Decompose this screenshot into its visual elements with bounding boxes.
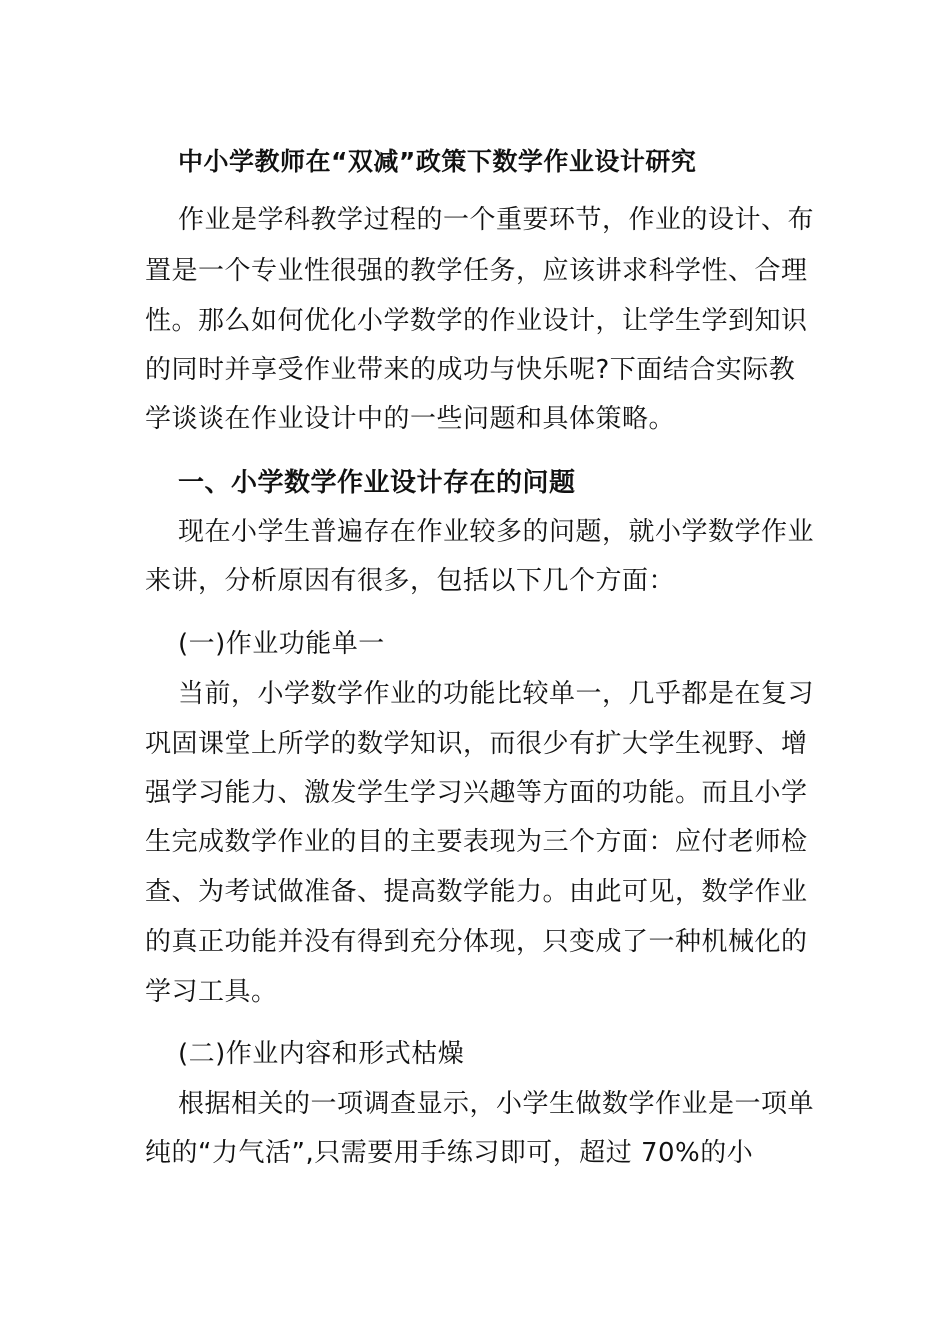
sub1-line: 当前，小学数学作业的功能比较单一，几乎都是在复习: [178, 679, 815, 709]
section1-line: 现在小学生普遍存在作业较多的问题，就小学数学作业: [178, 517, 815, 547]
intro-line: 的同时并享受作业带来的成功与快乐呢?下面结合实际教: [145, 355, 796, 385]
section-heading: 一、小学数学作业设计存在的问题: [178, 468, 576, 498]
sub2-line: 根据相关的一项调查显示，小学生做数学作业是一项单: [178, 1089, 815, 1119]
intro-line: 学谈谈在作业设计中的一些问题和具体策略。: [145, 404, 676, 434]
intro-line: 性。那么如何优化小学数学的作业设计，让学生学到知识: [145, 306, 808, 336]
sub1-line: 查、为考试做准备、提高数学能力。由此可见，数学作业: [145, 877, 808, 907]
document-title: 中小学教师在“双减”政策下数学作业设计研究: [178, 147, 697, 176]
sub1-line: 生完成数学作业的目的主要表现为三个方面：应付老师检: [145, 827, 808, 857]
section1-line: 来讲，分析原因有很多，包括以下几个方面：: [145, 566, 676, 596]
sub1-line: 强学习能力、激发学生学习兴趣等方面的功能。而且小学: [145, 778, 808, 808]
sub2-line: 纯的“力气活”,只需要用手练习即可，超过 70%的小: [145, 1138, 754, 1168]
subsection-heading: (二)作业内容和形式枯燥: [178, 1039, 465, 1069]
intro-line: 置是一个专业性很强的教学任务，应该讲求科学性、合理: [145, 256, 808, 286]
sub1-line: 的真正功能并没有得到充分体现，只变成了一种机械化的: [145, 927, 808, 957]
sub1-line: 学习工具。: [145, 977, 278, 1007]
intro-line: 作业是学科教学过程的一个重要环节，作业的设计、布: [178, 205, 815, 235]
sub1-line: 巩固课堂上所学的数学知识，而很少有扩大学生视野、增: [145, 729, 808, 759]
subsection-heading: (一)作业功能单一: [178, 629, 385, 659]
